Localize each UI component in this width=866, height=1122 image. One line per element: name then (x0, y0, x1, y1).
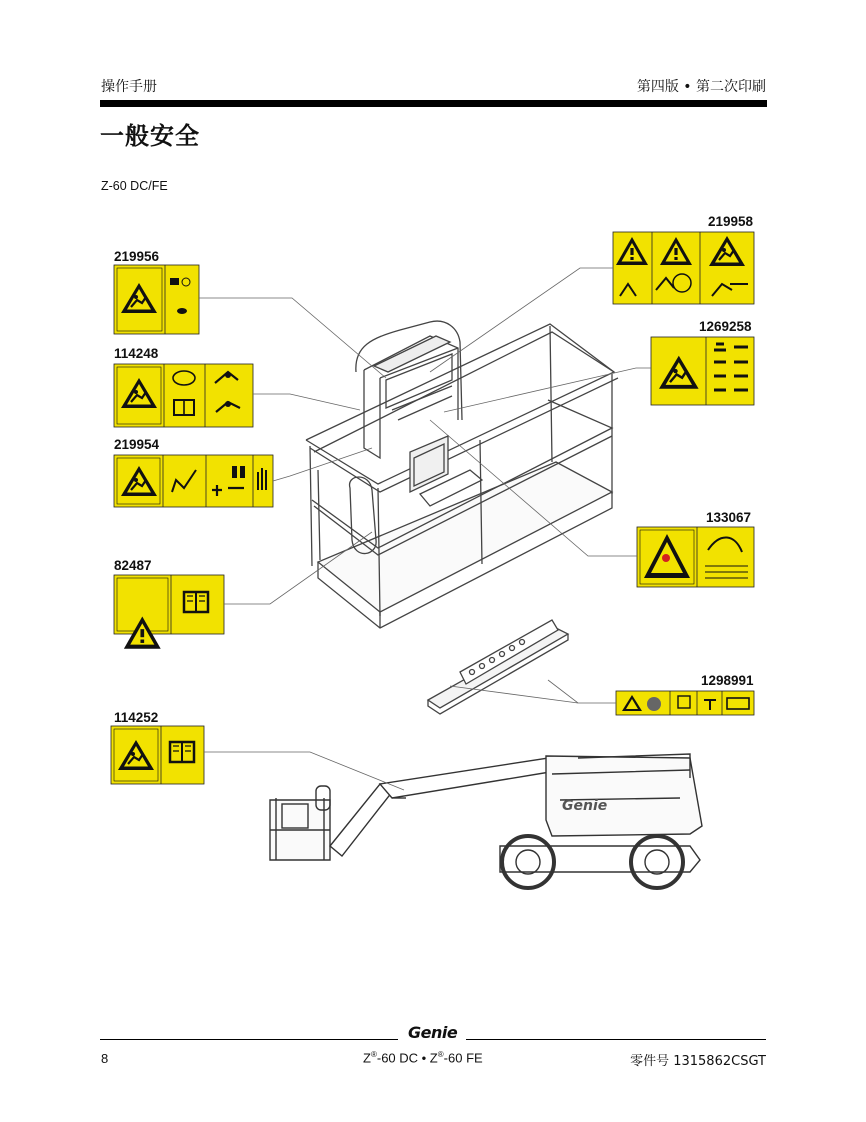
decal-219954 (114, 455, 273, 507)
decal-82487 (114, 575, 224, 649)
decal-219958 (613, 232, 754, 304)
decal-1269258 (651, 337, 754, 405)
decal-number-114252: 114252 (114, 710, 159, 725)
platform-basket-drawing (306, 321, 618, 628)
decal-number-114248: 114248 (114, 346, 159, 361)
decal-number-1298991: 1298991 (701, 673, 754, 688)
decal-number-219958: 219958 (708, 214, 754, 229)
decal-114248 (114, 364, 253, 427)
decal-number-82487: 82487 (114, 558, 152, 573)
decal-114252 (111, 726, 204, 784)
model-label: Z-60 DC/FE (101, 179, 168, 193)
decal-number-133067: 133067 (706, 510, 752, 525)
jib-rail-drawing (428, 620, 568, 714)
boom-lift-drawing (270, 754, 702, 888)
decal-133067 (637, 527, 754, 587)
decal-number-219956: 219956 (114, 249, 160, 264)
footer-genie-logo: Genie (408, 1023, 458, 1042)
footer-part-number: 零件号 1315862CSGT (630, 1054, 766, 1069)
footer-rule-left (100, 1039, 398, 1040)
footer-rule-right (466, 1039, 766, 1040)
footer-page-number: 8 (101, 1051, 109, 1066)
header-edition: 第四版 • 第二次印刷 (636, 79, 766, 95)
decal-number-1269258: 1269258 (699, 319, 752, 334)
decal-1298991 (616, 691, 754, 715)
footer-model: Z®-60 DC • Z®-60 FE (363, 1050, 483, 1066)
lift-logo: Genie (562, 798, 608, 814)
decal-number-219954: 219954 (114, 437, 160, 452)
header-manual-title: 操作手册 (101, 79, 157, 95)
decal-219956 (114, 265, 199, 334)
page-title: 一般安全 (100, 122, 200, 150)
